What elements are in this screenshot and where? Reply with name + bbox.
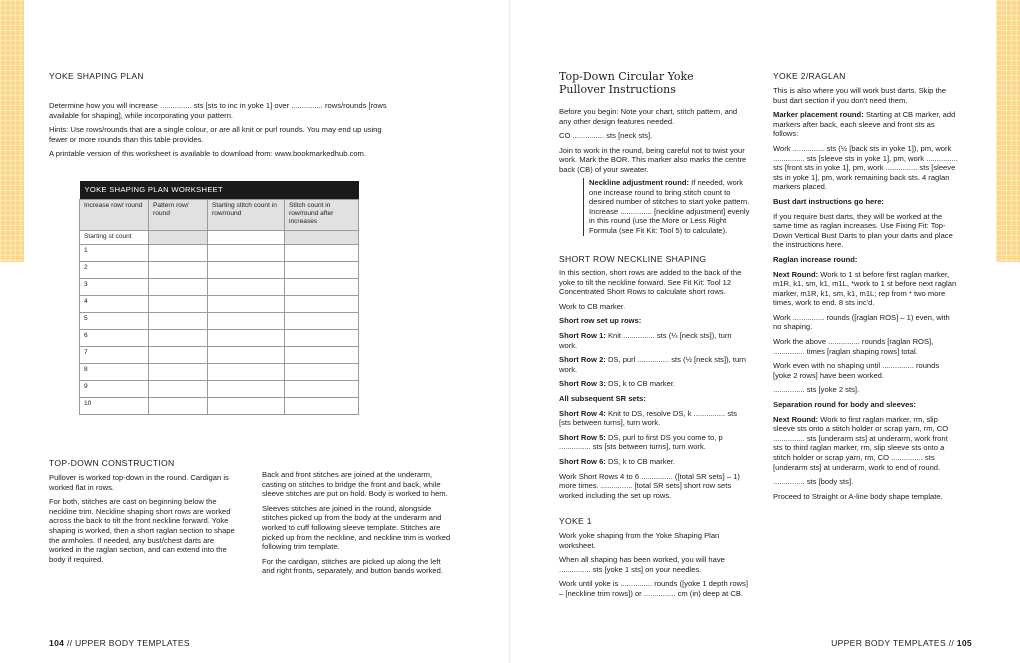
right-page-footer xyxy=(831,638,972,648)
worksheet-header: Stitch count in row/round after increases xyxy=(285,200,359,231)
yellow-page-tab-left xyxy=(0,0,24,262)
short-row-5 xyxy=(559,433,749,452)
worksheet-row-number: 2 xyxy=(80,262,149,279)
yoke1-paragraph: When all shaping has been worked, you will have ............... sts [yoke 1 sts] on your needles. xyxy=(559,555,725,574)
raglan-heading: Raglan increase round: xyxy=(773,254,858,264)
raglan-paragraph: Work ............... rounds ([raglan ROS] – 1) even, with no shaping. xyxy=(773,312,950,332)
short-row-2 xyxy=(559,355,749,374)
worksheet-header: Increase row/ round xyxy=(80,200,149,231)
sr-label: Short Row 3: xyxy=(559,379,606,389)
yoke2-section xyxy=(773,86,959,506)
page-number: 105 xyxy=(956,638,972,648)
intro-paragraph: Join to work in the round, being careful not to twist your work. Mark the BOR. This marker also marks the centre back (CB) of your sweater. xyxy=(559,145,747,174)
worksheet-cell[interactable] xyxy=(208,347,285,364)
intro-paragraph: CO ............... sts [neck sts]. xyxy=(559,131,653,141)
sr-text: DS, k to CB marker. xyxy=(605,456,676,466)
worksheet-row-number: 4 xyxy=(80,296,149,313)
page-title-line: Pullover Instructions xyxy=(559,83,676,96)
short-row-3 xyxy=(559,379,749,389)
sr-text: Knit ............... sts (¼ [neck sts]), turn work. xyxy=(559,330,732,350)
raglan-next-round xyxy=(773,270,959,308)
worksheet-cell[interactable] xyxy=(285,381,359,398)
page-title-line: Top-Down Circular Yoke xyxy=(559,70,694,83)
worksheet-row-number: 1 xyxy=(80,245,149,262)
footer-separator: // xyxy=(64,638,76,648)
worksheet-cell[interactable] xyxy=(285,313,359,330)
worksheet-row-number: 3 xyxy=(80,279,149,296)
worksheet-header: Starting stitch count in row/round xyxy=(208,200,285,231)
worksheet-cell[interactable] xyxy=(208,245,285,262)
sr-text: Knit to DS, resolve DS, k ............... sts [sts between turns], turn work. xyxy=(559,408,738,428)
footer-section: UPPER BODY TEMPLATES xyxy=(75,638,190,648)
worksheet-cell[interactable] xyxy=(149,313,208,330)
yoke-plan-intro xyxy=(49,101,399,164)
construction-column-1 xyxy=(49,473,237,569)
worksheet-row-number: 10 xyxy=(80,398,149,415)
yoke2-heading: YOKE 2/RAGLAN xyxy=(773,71,846,81)
sr-label: Short Row 5: xyxy=(559,432,606,442)
worksheet-cell[interactable] xyxy=(149,381,208,398)
yoke1-paragraph: Work yoke shaping from the Yoke Shaping Plan worksheet. xyxy=(559,531,720,550)
short-row-heading: SHORT ROW NECKLINE SHAPING xyxy=(559,254,707,264)
worksheet-cell[interactable] xyxy=(149,245,208,262)
worksheet-cell[interactable] xyxy=(285,296,359,313)
yoke-plan-heading: YOKE SHAPING PLAN xyxy=(49,71,144,81)
worksheet-cell[interactable] xyxy=(208,296,285,313)
sr-label: Short Row 6: xyxy=(559,456,606,466)
yoke-plan-download: A printable version of this worksheet is available to download from: www.bookmarkedhub.com. xyxy=(49,149,366,159)
box-label: Neckline adjustment round: xyxy=(589,178,689,187)
next-label: Next Round: xyxy=(773,269,819,279)
book-gutter xyxy=(509,0,511,663)
srn-work: Work to CB marker. xyxy=(559,301,626,311)
bust-heading: Bust dart instructions go here: xyxy=(773,196,884,206)
worksheet-caption: YOKE SHAPING PLAN WORKSHEET xyxy=(80,181,359,200)
left-page-footer xyxy=(49,638,190,648)
yoke-plan-paragraph: Determine how you will increase ............... sts [sts to inc in yoke 1] over ............... rows/rounds [rows available for shaping], while incorporating your pattern. xyxy=(49,101,387,120)
short-row-4 xyxy=(559,409,749,428)
worksheet-cell xyxy=(285,231,359,245)
worksheet-cell[interactable] xyxy=(149,262,208,279)
construction-paragraph: For both, stitches are cast on beginning below the neckline trim. Neckline shaping short rows are worked across the back to tilt the front neckline forward. Yoke shaping is worked, then a short raglan section to shape the armholes. If needed, any bust/chest darts are worked in the raglan section, and can extend into the body if required. xyxy=(49,497,235,564)
construction-paragraph: For the cardigan, stitches are picked up along the left and right fronts, separately, and button bands worked. xyxy=(262,556,443,576)
footer-section: UPPER BODY TEMPLATES xyxy=(831,638,946,648)
worksheet-cell[interactable] xyxy=(149,330,208,347)
worksheet-cell[interactable] xyxy=(285,364,359,381)
worksheet-cell[interactable] xyxy=(285,245,359,262)
body-sts: ............... sts [body sts]. xyxy=(773,477,854,487)
intro-paragraph: Before you begin: Note your chart, stitch pattern, and any other design features needed. xyxy=(559,107,738,126)
neckline-adjustment-box xyxy=(583,178,753,236)
worksheet-cell[interactable] xyxy=(285,262,359,279)
yoke-shaping-worksheet xyxy=(79,181,359,415)
separation-heading: Separation round for body and sleeves: xyxy=(773,400,917,410)
construction-paragraph: Sleeves stitches are joined in the round, alongside stitches picked up from the body at the underarm and worked to cuff following sleeve template. Stitches are picked up from the neckline, and neckline trim is worked following trim template. xyxy=(262,503,451,552)
worksheet-cell[interactable] xyxy=(285,347,359,364)
worksheet-row-number: 9 xyxy=(80,381,149,398)
yoke-plan-hints: Hints: Use rows/rounds that are a single colour, or are all knit or purl rounds. You may end up using fewer or more rounds than this table provides. xyxy=(49,125,382,144)
setup-heading: Short row set up rows: xyxy=(559,316,642,326)
short-row-repeat: Work Short Rows 4 to 6 ............... ([total SR sets] – 1) more times. ............... [total SR sets] short row sets worked including the set up rows. xyxy=(559,471,740,500)
construction-column-2 xyxy=(262,470,454,581)
worksheet-cell[interactable] xyxy=(285,398,359,415)
worksheet-cell xyxy=(149,231,208,245)
next-label: Next Round: xyxy=(773,414,819,424)
sr-text: DS, purl ............... sts (½ [neck sts]), turn work. xyxy=(559,355,746,374)
worksheet-header: Pattern row/ round xyxy=(149,200,208,231)
mpr-label: Marker placement round: xyxy=(773,110,864,120)
worksheet-cell[interactable] xyxy=(285,279,359,296)
construction-heading: TOP-DOWN CONSTRUCTION xyxy=(49,458,175,468)
footer-separator: // xyxy=(945,638,957,648)
yoke1-paragraph: Work until yoke is ............... rounds ([yoke 1 depth rows] – [neckline trim rows]) or ............... cm (in) deep at CB. xyxy=(559,579,748,598)
next-text: Work to 1 st before first raglan marker, m1R, k1, sm, k1, m1L, *work to 1 st before next raglan marker, m1R, k1, sm, k1, m1L; rep from * two more times, work to end. 8 sts inc'd. xyxy=(773,269,957,308)
worksheet-cell[interactable] xyxy=(149,296,208,313)
short-row-6 xyxy=(559,457,749,467)
worksheet-cell[interactable] xyxy=(285,330,359,347)
worksheet-start-label: Starting st count xyxy=(80,231,149,245)
worksheet-row-number: 7 xyxy=(80,347,149,364)
subsequent-heading: All subsequent SR sets: xyxy=(559,393,646,403)
worksheet-cell[interactable] xyxy=(208,313,285,330)
construction-paragraph: Pullover is worked top-down in the round. Cardigan is worked flat in rows. xyxy=(49,473,229,492)
worksheet-cell[interactable] xyxy=(149,279,208,296)
srn-intro: In this section, short rows are added to the back of the yoke to tilt the neckline forward. See Fit Kit: Tool 12 Concentrated Short Rows to calculate short rows. xyxy=(559,268,742,297)
raglan-paragraph: ............... sts [yoke 2 sts]. xyxy=(773,385,860,395)
worksheet-cell[interactable] xyxy=(208,364,285,381)
worksheet-cell[interactable] xyxy=(208,279,285,296)
worksheet-row-number: 5 xyxy=(80,313,149,330)
marker-list: Work ............... sts (½ [back sts in yoke 1]), pm, work ............... sts [sleeve sts in yoke 1], pm, work ............... sts [front sts in yoke 1], pm, work ............... sts [sleeve sts in yoke 1], pm, work remaining back sts. 4 raglan markers placed. xyxy=(773,143,958,192)
worksheet-cell[interactable] xyxy=(149,347,208,364)
worksheet-cell[interactable] xyxy=(208,330,285,347)
short-row-section xyxy=(559,268,749,505)
raglan-paragraph: Work the above ............... rounds [raglan ROS], ............... times [raglan shaping rows] total. xyxy=(773,337,934,356)
yoke2-paragraph: This is also where you will work bust darts. Skip the bust dart section if you don't need them. xyxy=(773,86,947,105)
worksheet-row-number: 6 xyxy=(80,330,149,347)
bust-text: If you require bust darts, they will be worked at the same time as raglan increases. Use Fixing Fit: Top-Down Vertical Bust Darts to plan your darts and place the instructions here. xyxy=(773,211,953,250)
worksheet-cell[interactable] xyxy=(208,381,285,398)
proceed-text: Proceed to Straight or A-line body shape template. xyxy=(773,491,943,501)
sr-text: DS, purl to first DS you come to, p ............... sts [sts between turns], turn work. xyxy=(559,432,723,452)
yoke1-heading: YOKE 1 xyxy=(559,516,592,526)
worksheet-cell[interactable] xyxy=(208,262,285,279)
worksheet-cell[interactable] xyxy=(208,231,285,245)
page-title xyxy=(559,70,694,96)
yellow-page-tab-right xyxy=(996,0,1020,262)
worksheet-cell[interactable] xyxy=(149,398,208,415)
next-text: Work to first raglan marker, rm, slip sleeve sts onto a stitch holder or scrap yarn, rm, CO ............... sts [underarm sts] at underarm, work front sts to third raglan marker, rm, slip sleeve sts onto a stitch holder or scrap yarn, rm, CO ............... sts [underarm sts] at underarm, work to end of round. xyxy=(773,414,949,472)
page-number: 104 xyxy=(49,638,65,648)
box-text: If needed, work one increase round to bring stitch count to desired number of stitches to start yoke pattern. Increase ............... [neckline adjustment] evenly in this round (use the More or Less Right Formula (see Fit Kit: Tool 5) to calculate). xyxy=(589,178,750,235)
sr-label: Short Row 4: xyxy=(559,408,606,418)
construction-paragraph: Back and front stitches are joined at the underarm, casting on stitches to bridge the front and back, while sleeve stitches are put on hold. Body is worked to hem. xyxy=(262,470,448,499)
yoke1-section xyxy=(559,531,749,604)
short-row-1 xyxy=(559,331,749,350)
mpr-text: Starting at CB marker, add markers after back, each sleeve and front sts as follows: xyxy=(773,110,956,139)
worksheet-cell[interactable] xyxy=(149,364,208,381)
sr-label: Short Row 2: xyxy=(559,355,606,365)
sr-label: Short Row 1: xyxy=(559,330,606,340)
marker-placement xyxy=(773,110,959,139)
intro-section xyxy=(559,107,749,180)
worksheet-cell[interactable] xyxy=(208,398,285,415)
sr-text: DS, k to CB marker. xyxy=(605,379,676,389)
separation-next-round xyxy=(773,415,959,473)
worksheet-row-number: 8 xyxy=(80,364,149,381)
raglan-paragraph: Work even with no shaping until ............... rounds [yoke 2 rows] have been worked. xyxy=(773,361,940,380)
